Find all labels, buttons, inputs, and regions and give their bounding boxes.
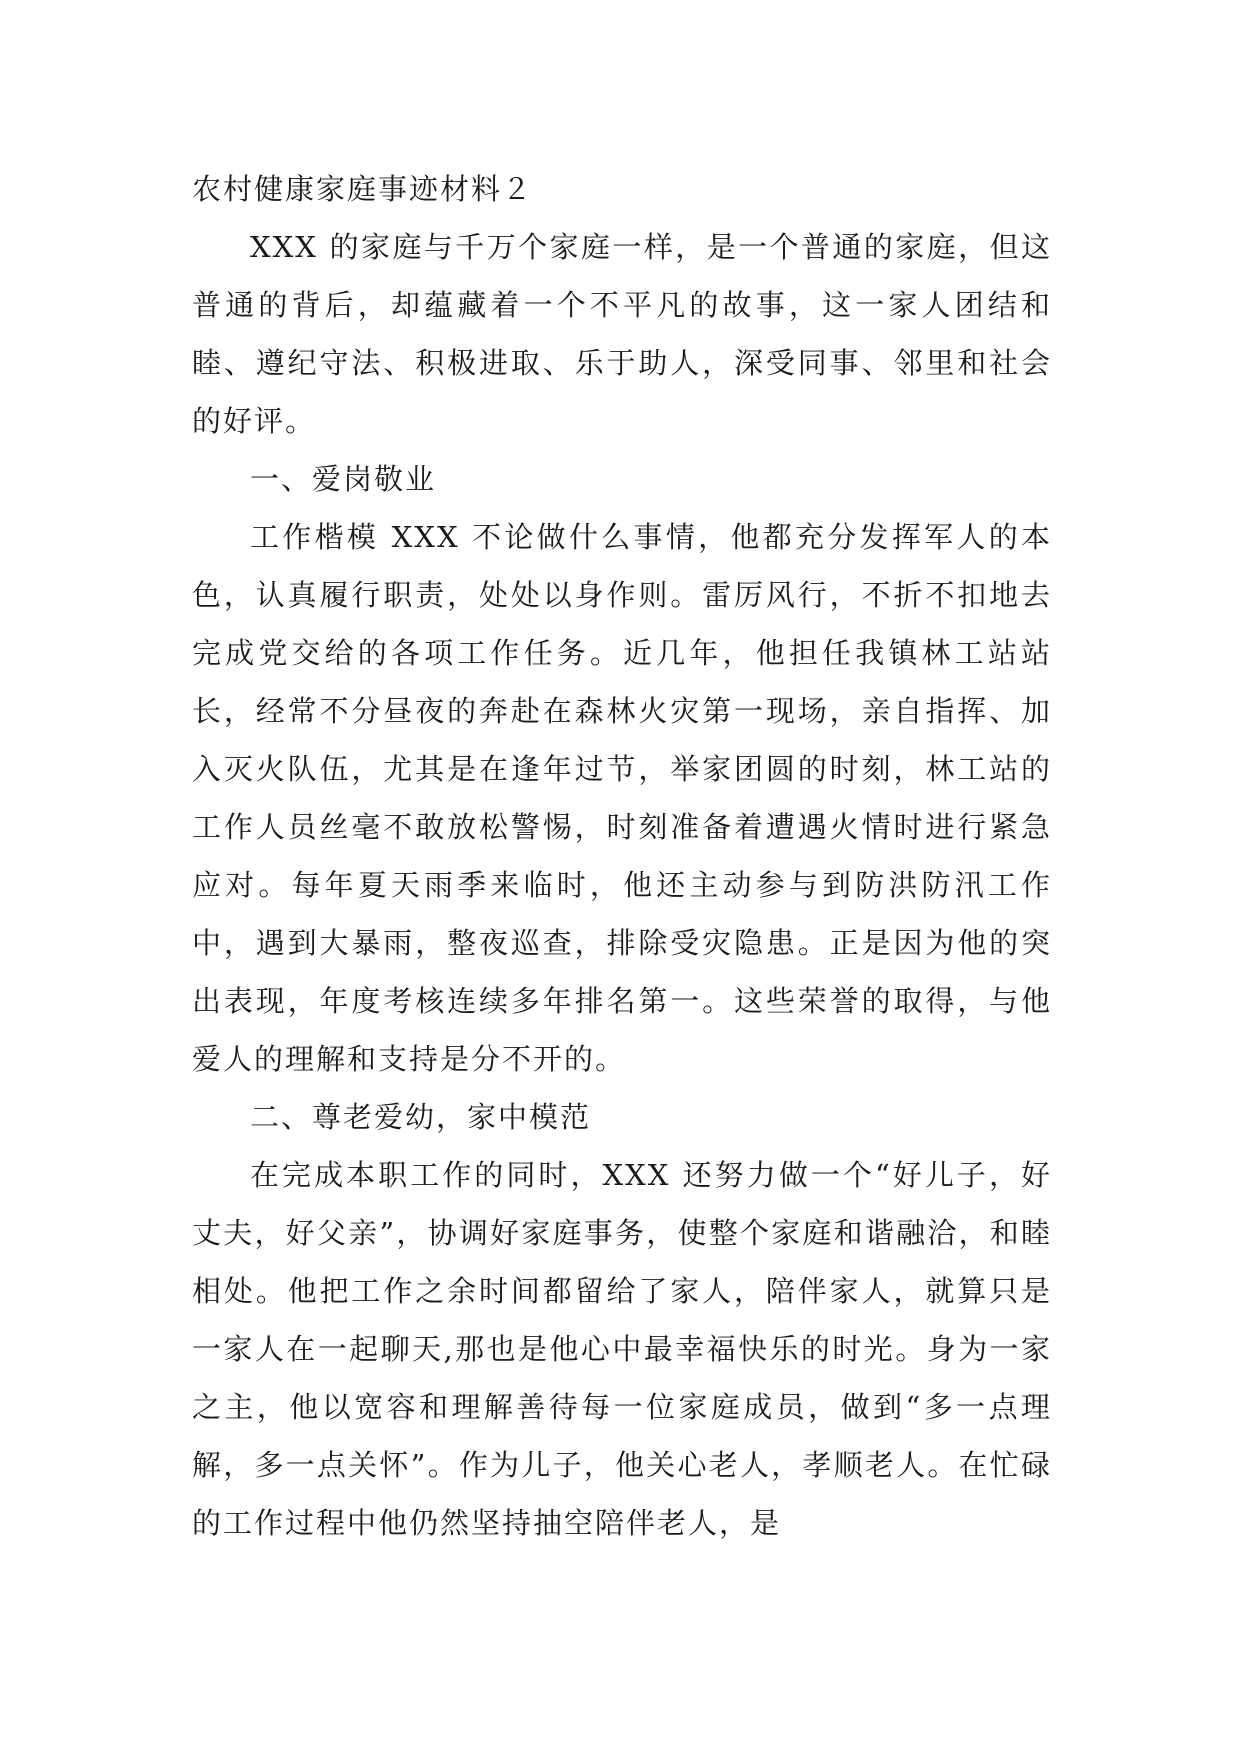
document-body <box>192 160 1052 1552</box>
paragraph-section-1: 工作楷模 XXX 不论做什么事情，他都充分发挥军人的本色，认真履行职责，处处以身作则。雷厉风行，不折不扣地去完成党交给的各项工作任务。近几年，他担任我镇林工站站长，经常不分昼夜的奔赴在森林火灾第一现场，亲自指挥、加入灭火队伍，尤其是在逢年过节，举家团圆的时刻，林工站的工作人员丝毫不敢放松警惕，时刻准备着遭遇火情时进行紧急应对。每年夏天雨季来临时，他还主动参与到防洪防汛工作中，遇到大暴雨，整夜巡查，排除受灾隐患。正是因为他的突出表现，年度考核连续多年排名第一。这些荣誉的取得，与他爱人的理解和支持是分不开的。 <box>192 520 1052 1076</box>
document-title: 农村健康家庭事迹材料２ <box>192 172 534 206</box>
section-heading-2: 二、尊老爱幼，家中模范 <box>250 1100 592 1134</box>
paragraph-section-2: 在完成本职工作的同时，XXX 还努力做一个“好儿子，好丈夫，好父亲”，协调好家庭事务，使整个家庭和谐融洽，和睦相处。他把工作之余时间都留给了家人，陪伴家人，就算只是一家人在一起聊天,那也是他心中最幸福快乐的时光。身为一家之主，他以宽容和理解善待每一位家庭成员，做到“多一点理解，多一点关怀”。作为儿子，他关心老人，孝顺老人。在忙碌的工作过程中他仍然坚持抽空陪伴老人，是 <box>192 1158 1052 1540</box>
section-heading-1: 一、爱岗敬业 <box>250 462 437 496</box>
paragraph-intro: XXX 的家庭与千万个家庭一样，是一个普通的家庭，但这普通的背后，却蕴藏着一个不平凡的故事，这一家人团结和睦、遵纪守法、积极进取、乐于助人，深受同事、邻里和社会的好评。 <box>192 230 1052 438</box>
